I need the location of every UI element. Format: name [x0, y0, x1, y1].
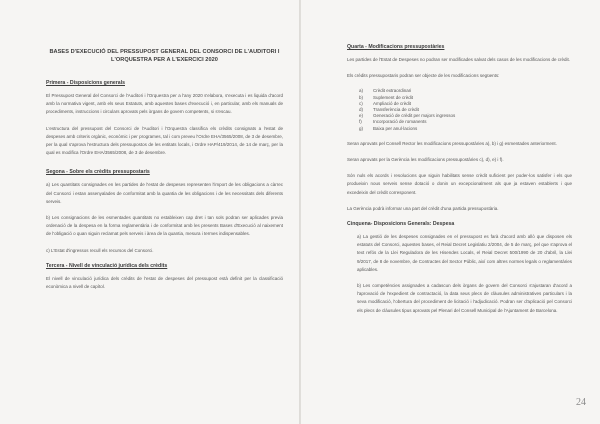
paragraph: L'estructura del pressupost del Consorci de l'Auditori i l'Orquestra classifica els crèdits consignats a l'estat de despeses amb criteris orgànic, econòmic i per programes, tal i com preveu l'Ordre EHA/3565/2008, de 3 de desembre, per la qual s'aprova l'estructura dels pressupostos de les entitats locals, i Ordre HAP/419/2014, de 14 de març, per la qual es modifica l'Ordre EHA/3565/2008, de 3 de desembre.: [46, 125, 283, 156]
paragraph: c) L'Estat d'ingressos recull els recursos del Consorci.: [46, 247, 154, 253]
paragraph: b) Les consignacions de les esmentades quantitats no estableixen cap dret i tan sols podran ser aplicades previa ordenació de la despesa en la forma reglamentària i de conformitat amb les presents Bases d'Execució al naixement de l'obligació o quan siguin reclamat pels serveis i àrea de la quantia, mesura i termes indispensables.: [46, 215, 283, 237]
left-page: [0, 0, 299, 424]
paragraph: Els crèdits pressupostaris podran ser objecte de les modificacions següents:: [347, 73, 500, 79]
paragraph: Seran aprovats pel Consell Rector les modificacions pressupostàries a), b) i g) esmentades anteriorment.: [347, 140, 557, 146]
paragraph: Seran aprovats per la Gerència les modificacions pressupostàries c), d), e) i f).: [347, 157, 504, 163]
list-item: d) Transferència de crèdit: [359, 107, 419, 113]
paragraph: La Gerència podrà informar una part del crèdit d'una partida pressupostària.: [347, 205, 499, 211]
right-page: [301, 0, 600, 424]
list-item: c) Ampliació de crèdit: [359, 100, 412, 106]
list-item: g) Baixa per anul·lacions: [359, 125, 418, 131]
list-item: b) Suplement de crèdit: [359, 94, 414, 100]
section-heading-quarta: Quarta - Modificacions pressupostàries: [347, 44, 445, 50]
paragraph: Les partides de l'Estat de Despeses no podran ser modificades salvat dels casos de les modificacions de crèdit.: [347, 57, 570, 62]
list-item: e) Generació de crèdit per majors ingressos: [359, 113, 456, 119]
paragraph: a) La gestió de les despeses consignades en el pressupost es farà d'acord amb allò que disposen els estatuts del Consorci, aquestes bases, el Reial Decret Legislatiu 2/2004, de 5 de març, pel que s'aprova el text refós de la Llei Reguladora de les Hisendes Locals, el Reial Decret 500/1990 de 20 d'abril, la Llei 9/2017, de 8 de novembre, de Contractes del Sector Públic, així com altres normes legals o reglamentàries aplicables.: [357, 234, 572, 272]
section-heading-primera: Primera - Disposicions generals: [46, 80, 125, 86]
section-heading-cinquena: Cinquena- Disposicions Generals: Despesa: [347, 221, 455, 228]
document-title: BASES D'EXECUCIÓ DEL PRESSUPOST GENERAL DEL CONSORCI DE L'AUDITORI I L'ORQUESTRA PER A L'EXERCICI 2020: [49, 49, 280, 63]
list-item: a) Crèdit extraordinari: [359, 88, 412, 94]
modifications-list: [347, 88, 572, 131]
paragraph: El nivell de vinculació jurídica dels crèdits de l'estat de despeses del pressupost està definit per la classificació econòmica a nivell de capítol.: [46, 275, 283, 290]
paragraph: a) Les quantitats consignades en les partides de l'estat de despeses representen l'import de les obligacions a càrrec del Consorci i estan assenyalades de conformitat amb la quantia de les obligacions i de les necessitats dels diferents serveis.: [46, 182, 283, 204]
list-item: f) Incorporació de romanents: [359, 119, 427, 125]
section-heading-tercera: Tercera - Nivell de vinculació jurídica dels crèdits: [46, 262, 168, 269]
section-heading-segona: Segona - Sobre els crèdits pressupostaris: [46, 169, 150, 176]
paragraph: Són nuls els acords i resolucions que siguin habilitats sense crèdit suficient per poder-los satisfer i els que produeixin nous serveis sense dotació o donin un excepcionalment als que ja estaven establerts i que excedeixin del crèdit corresponent.: [347, 173, 572, 195]
page-number: 24: [576, 397, 586, 408]
paragraph: b) Les competències assignades a cadascun dels òrgans de govern del Consorci s'ajustaran d'acord a l'aprovació de l'expedient de contractació, la data seus plecs de clàusules administratives particulars i la seva modificació, l'obertura del procediment de licitació i l'adjudicació. Podran ser d'aplicació pel Consorci els plecs de clàusules tipus aprovats pel Plenari del Consell Municipal de l'Ajuntament de Barcelona.: [357, 283, 572, 313]
paragraph: El Pressupost General del Consorci de l'Auditori i l'Orquestra per a l'any 2020 s'elabora, s'executa i es liquida d'acord amb la normativa vigent, amb els seus Estatuts, amb aquestes bases d'execució i, en particular, amb els manuals de procediments, instruccions i circulars aprovats pels òrgans de govern competents, si s'escau.: [46, 93, 283, 115]
